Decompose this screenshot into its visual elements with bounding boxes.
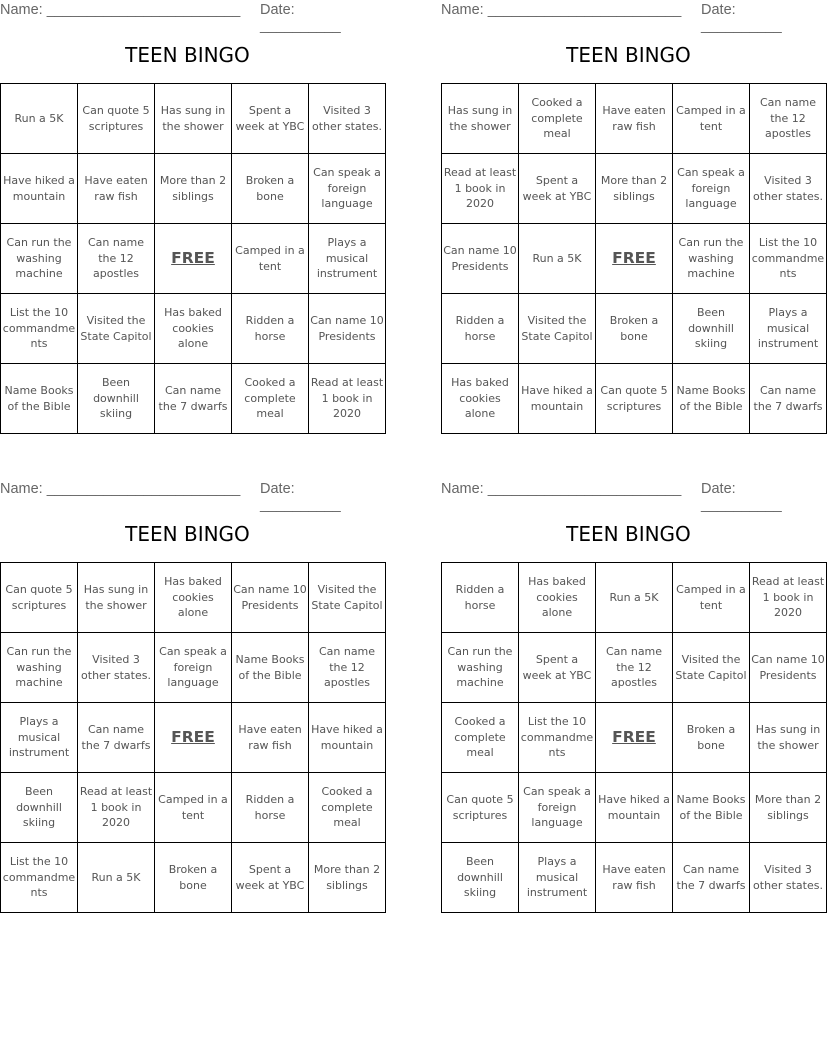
bingo-cell: Can speak a foreign language: [673, 154, 750, 224]
bingo-row: [442, 224, 827, 294]
bingo-cell: More than 2 siblings: [750, 773, 827, 843]
bingo-cell: Can name the 12 apostles: [309, 633, 386, 703]
bingo-row: [1, 563, 386, 633]
bingo-cell: Can run the washing machine: [673, 224, 750, 294]
bingo-cell: Can run the washing machine: [1, 633, 78, 703]
bingo-cell: List the 10 commandments: [1, 843, 78, 913]
bingo-card: [0, 479, 383, 900]
bingo-row: [442, 633, 827, 703]
bingo-cell: Has sung in the shower: [442, 84, 519, 154]
bingo-cell: Read at least 1 book in 2020: [78, 773, 155, 843]
bingo-row: [1, 224, 386, 294]
bingo-cell: Camped in a tent: [673, 84, 750, 154]
bingo-cell: Has baked cookies alone: [442, 364, 519, 434]
bingo-cell: Can name the 12 apostles: [750, 84, 827, 154]
bingo-row: [442, 294, 827, 364]
name-field-label: Name: ________________________: [441, 481, 682, 497]
bingo-row: [442, 364, 827, 434]
bingo-cell: Name Books of the Bible: [1, 364, 78, 434]
free-space: FREE: [155, 224, 232, 294]
bingo-cell: Visited the State Capitol: [78, 294, 155, 364]
bingo-cell: Have eaten raw fish: [596, 84, 673, 154]
bingo-cell: Name Books of the Bible: [673, 773, 750, 843]
bingo-cell: Can name the 7 dwarfs: [78, 703, 155, 773]
bingo-cell: Visited the State Capitol: [309, 563, 386, 633]
bingo-cell: Plays a musical instrument: [1, 703, 78, 773]
bingo-cell: Broken a bone: [232, 154, 309, 224]
bingo-cell: Can name the 12 apostles: [78, 224, 155, 294]
bingo-cell: Visited 3 other states.: [750, 843, 827, 913]
bingo-cell: Run a 5K: [78, 843, 155, 913]
card-header: [441, 479, 816, 513]
card-title: TEEN BINGO: [566, 522, 691, 546]
bingo-row: [1, 84, 386, 154]
bingo-cell: Run a 5K: [596, 563, 673, 633]
bingo-row: [1, 633, 386, 703]
bingo-cell: Has sung in the shower: [750, 703, 827, 773]
bingo-cell: Have eaten raw fish: [78, 154, 155, 224]
bingo-cell: Camped in a tent: [673, 563, 750, 633]
bingo-cell: Can speak a foreign language: [519, 773, 596, 843]
bingo-cell: Can speak a foreign language: [155, 633, 232, 703]
card-header: [441, 0, 816, 34]
bingo-row: [1, 364, 386, 434]
bingo-cell: Read at least 1 book in 2020: [750, 563, 827, 633]
bingo-cell: Read at least 1 book in 2020: [442, 154, 519, 224]
bingo-row: [442, 773, 827, 843]
bingo-cell: Have hiked a mountain: [596, 773, 673, 843]
free-space: FREE: [596, 224, 673, 294]
bingo-row: [442, 154, 827, 224]
bingo-cell: Visited the State Capitol: [519, 294, 596, 364]
bingo-cell: List the 10 commandments: [750, 224, 827, 294]
bingo-row: [442, 703, 827, 773]
bingo-cell: Can name the 7 dwarfs: [673, 843, 750, 913]
name-field-label: Name: ________________________: [0, 2, 241, 18]
bingo-cell: Can quote 5 scriptures: [596, 364, 673, 434]
card-title: TEEN BINGO: [566, 43, 691, 67]
bingo-cell: Name Books of the Bible: [232, 633, 309, 703]
free-space: FREE: [155, 703, 232, 773]
bingo-row: [1, 294, 386, 364]
bingo-cell: Can name the 7 dwarfs: [750, 364, 827, 434]
date-field-label: Date: __________: [701, 481, 782, 513]
bingo-row: [442, 843, 827, 913]
bingo-cell: Can quote 5 scriptures: [442, 773, 519, 843]
bingo-cell: Ridden a horse: [232, 773, 309, 843]
bingo-cell: Has baked cookies alone: [519, 563, 596, 633]
bingo-cell: Can name 10 Presidents: [750, 633, 827, 703]
name-field-label: Name: ________________________: [0, 481, 241, 497]
bingo-cell: Visited the State Capitol: [673, 633, 750, 703]
bingo-cell: Can quote 5 scriptures: [1, 563, 78, 633]
card-title: TEEN BINGO: [125, 43, 250, 67]
bingo-cell: Been downhill skiing: [442, 843, 519, 913]
bingo-cell: Read at least 1 book in 2020: [309, 364, 386, 434]
bingo-cell: Spent a week at YBC: [232, 843, 309, 913]
bingo-grid: [0, 83, 386, 434]
bingo-cell: Spent a week at YBC: [519, 633, 596, 703]
bingo-cell: Spent a week at YBC: [519, 154, 596, 224]
card-header: [0, 479, 375, 513]
bingo-cell: Plays a musical instrument: [750, 294, 827, 364]
bingo-cell: Has sung in the shower: [155, 84, 232, 154]
bingo-cell: Cooked a complete meal: [519, 84, 596, 154]
bingo-cell: Visited 3 other states.: [750, 154, 827, 224]
bingo-cell: Have hiked a mountain: [519, 364, 596, 434]
bingo-cell: Camped in a tent: [232, 224, 309, 294]
bingo-cell: Can run the washing machine: [442, 633, 519, 703]
bingo-cell: Ridden a horse: [442, 563, 519, 633]
bingo-row: [442, 563, 827, 633]
bingo-cell: Can quote 5 scriptures: [78, 84, 155, 154]
bingo-cell: Broken a bone: [596, 294, 673, 364]
bingo-cell: Camped in a tent: [155, 773, 232, 843]
bingo-grid: [441, 83, 827, 434]
card-title: TEEN BINGO: [125, 522, 250, 546]
name-field-label: Name: ________________________: [441, 2, 682, 18]
bingo-cell: Have eaten raw fish: [232, 703, 309, 773]
bingo-cell: Can speak a foreign language: [309, 154, 386, 224]
bingo-cell: Can name 10 Presidents: [309, 294, 386, 364]
bingo-grid: [0, 562, 386, 913]
card-header: [0, 0, 375, 34]
bingo-row: [1, 703, 386, 773]
bingo-cell: Spent a week at YBC: [232, 84, 309, 154]
bingo-cell: Plays a musical instrument: [519, 843, 596, 913]
bingo-cell: Can name the 12 apostles: [596, 633, 673, 703]
bingo-cell: Run a 5K: [1, 84, 78, 154]
bingo-cell: More than 2 siblings: [155, 154, 232, 224]
bingo-cell: Can name 10 Presidents: [442, 224, 519, 294]
bingo-row: [1, 843, 386, 913]
bingo-grid: [441, 562, 827, 913]
date-field-label: Date: __________: [260, 2, 341, 34]
bingo-cell: Been downhill skiing: [673, 294, 750, 364]
bingo-cell: Can run the washing machine: [1, 224, 78, 294]
bingo-card: [441, 479, 825, 900]
bingo-row: [1, 773, 386, 843]
bingo-cell: Have hiked a mountain: [309, 703, 386, 773]
bingo-cell: Cooked a complete meal: [442, 703, 519, 773]
free-space: FREE: [596, 703, 673, 773]
bingo-row: [442, 84, 827, 154]
bingo-cell: Broken a bone: [155, 843, 232, 913]
date-field-label: Date: __________: [260, 481, 341, 513]
bingo-cell: Ridden a horse: [232, 294, 309, 364]
bingo-cell: Run a 5K: [519, 224, 596, 294]
bingo-row: [1, 154, 386, 224]
bingo-cell: Cooked a complete meal: [232, 364, 309, 434]
bingo-cell: Has sung in the shower: [78, 563, 155, 633]
bingo-cell: Has baked cookies alone: [155, 294, 232, 364]
date-field-label: Date: __________: [701, 2, 782, 34]
bingo-cell: More than 2 siblings: [309, 843, 386, 913]
bingo-card: [441, 0, 825, 421]
bingo-cell: Can name 10 Presidents: [232, 563, 309, 633]
bingo-cell: List the 10 commandments: [519, 703, 596, 773]
bingo-cell: Been downhill skiing: [78, 364, 155, 434]
bingo-cell: Can name the 7 dwarfs: [155, 364, 232, 434]
bingo-cell: Have hiked a mountain: [1, 154, 78, 224]
bingo-cell: Broken a bone: [673, 703, 750, 773]
bingo-cell: Ridden a horse: [442, 294, 519, 364]
bingo-cell: More than 2 siblings: [596, 154, 673, 224]
bingo-cell: Plays a musical instrument: [309, 224, 386, 294]
bingo-cell: Visited 3 other states.: [78, 633, 155, 703]
bingo-card: [0, 0, 384, 421]
bingo-cell: Name Books of the Bible: [673, 364, 750, 434]
bingo-cell: Visited 3 other states.: [309, 84, 386, 154]
bingo-cell: Been downhill skiing: [1, 773, 78, 843]
bingo-cell: Has baked cookies alone: [155, 563, 232, 633]
bingo-cell: List the 10 commandments: [1, 294, 78, 364]
bingo-cell: Have eaten raw fish: [596, 843, 673, 913]
bingo-cell: Cooked a complete meal: [309, 773, 386, 843]
